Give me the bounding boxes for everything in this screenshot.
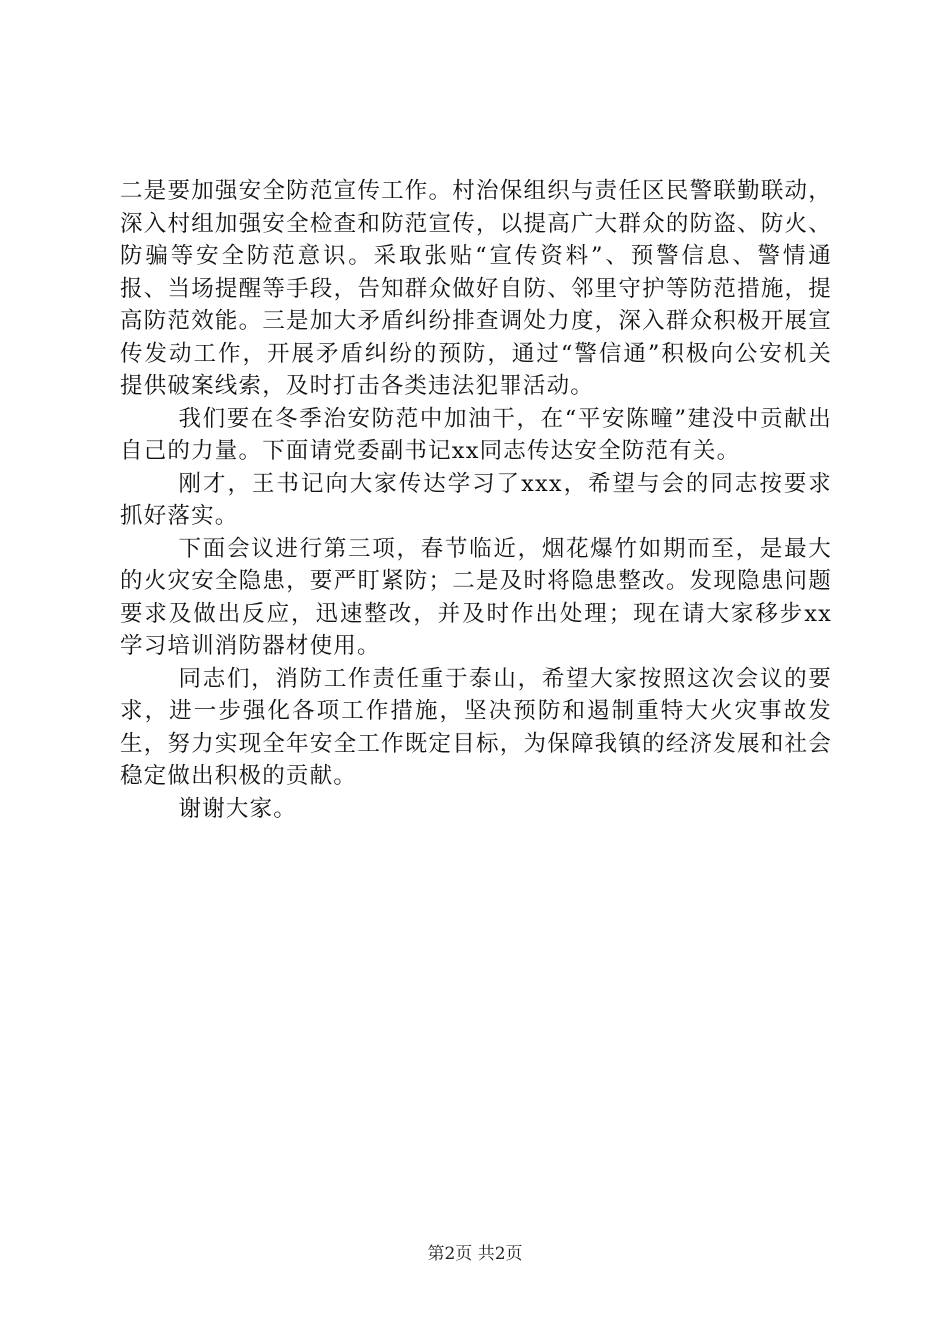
page-number-footer: 第2页 共2页: [427, 1244, 523, 1264]
paragraph-thanks: 谢谢大家。: [178, 795, 298, 822]
paragraph-fire-hazards: 下面会议进行第三项，春节临近，烟花爆竹如期而至，是最大的火灾安全隐患，要严盯紧防；二是及时将隐患整改。发现隐患问题要求及做出反应，迅速整改，并及时作出处理；现在请大家移步xx学习培训消防器材使用。: [120, 535, 832, 659]
paragraph-implementation: 刚才，王书记向大家传达学习了xxx，希望与会的同志按要求抓好落实。: [120, 470, 832, 529]
document-body: [120, 175, 832, 825]
paragraph-closing-remarks: 同志们，消防工作责任重于泰山，希望大家按照这次会议的要求，进一步强化各项工作措施，坚决预防和遏制重特大火灾事故发生，努力实现全年安全工作既定目标，为保障我镇的经济发展和社会稳定做出积极的贡献。: [120, 665, 832, 789]
paragraph-publicity-work: 二是要加强安全防范宣传工作。村治保组织与责任区民警联勤联动，深入村组加强安全检查和防范宣传，以提高广大群众的防盗、防火、防骗等安全防范意识。采取张贴“宣传资料”、预警信息、警情通报、当场提醒等手段，告知群众做好自防、邻里守护等防范措施，提高防范效能。三是加大矛盾纠纷排查调处力度，深入群众积极开展宣传发动工作，开展矛盾纠纷的预防，通过“警信通”积极向公安机关提供破案线索，及时打击各类违法犯罪活动。: [120, 178, 832, 399]
paragraph-winter-security: 我们要在冬季治安防范中加油干，在“平安陈疃”建没中贡献出自己的力量。下面请党委副书记xx同志传达安全防范有关。: [120, 405, 832, 464]
